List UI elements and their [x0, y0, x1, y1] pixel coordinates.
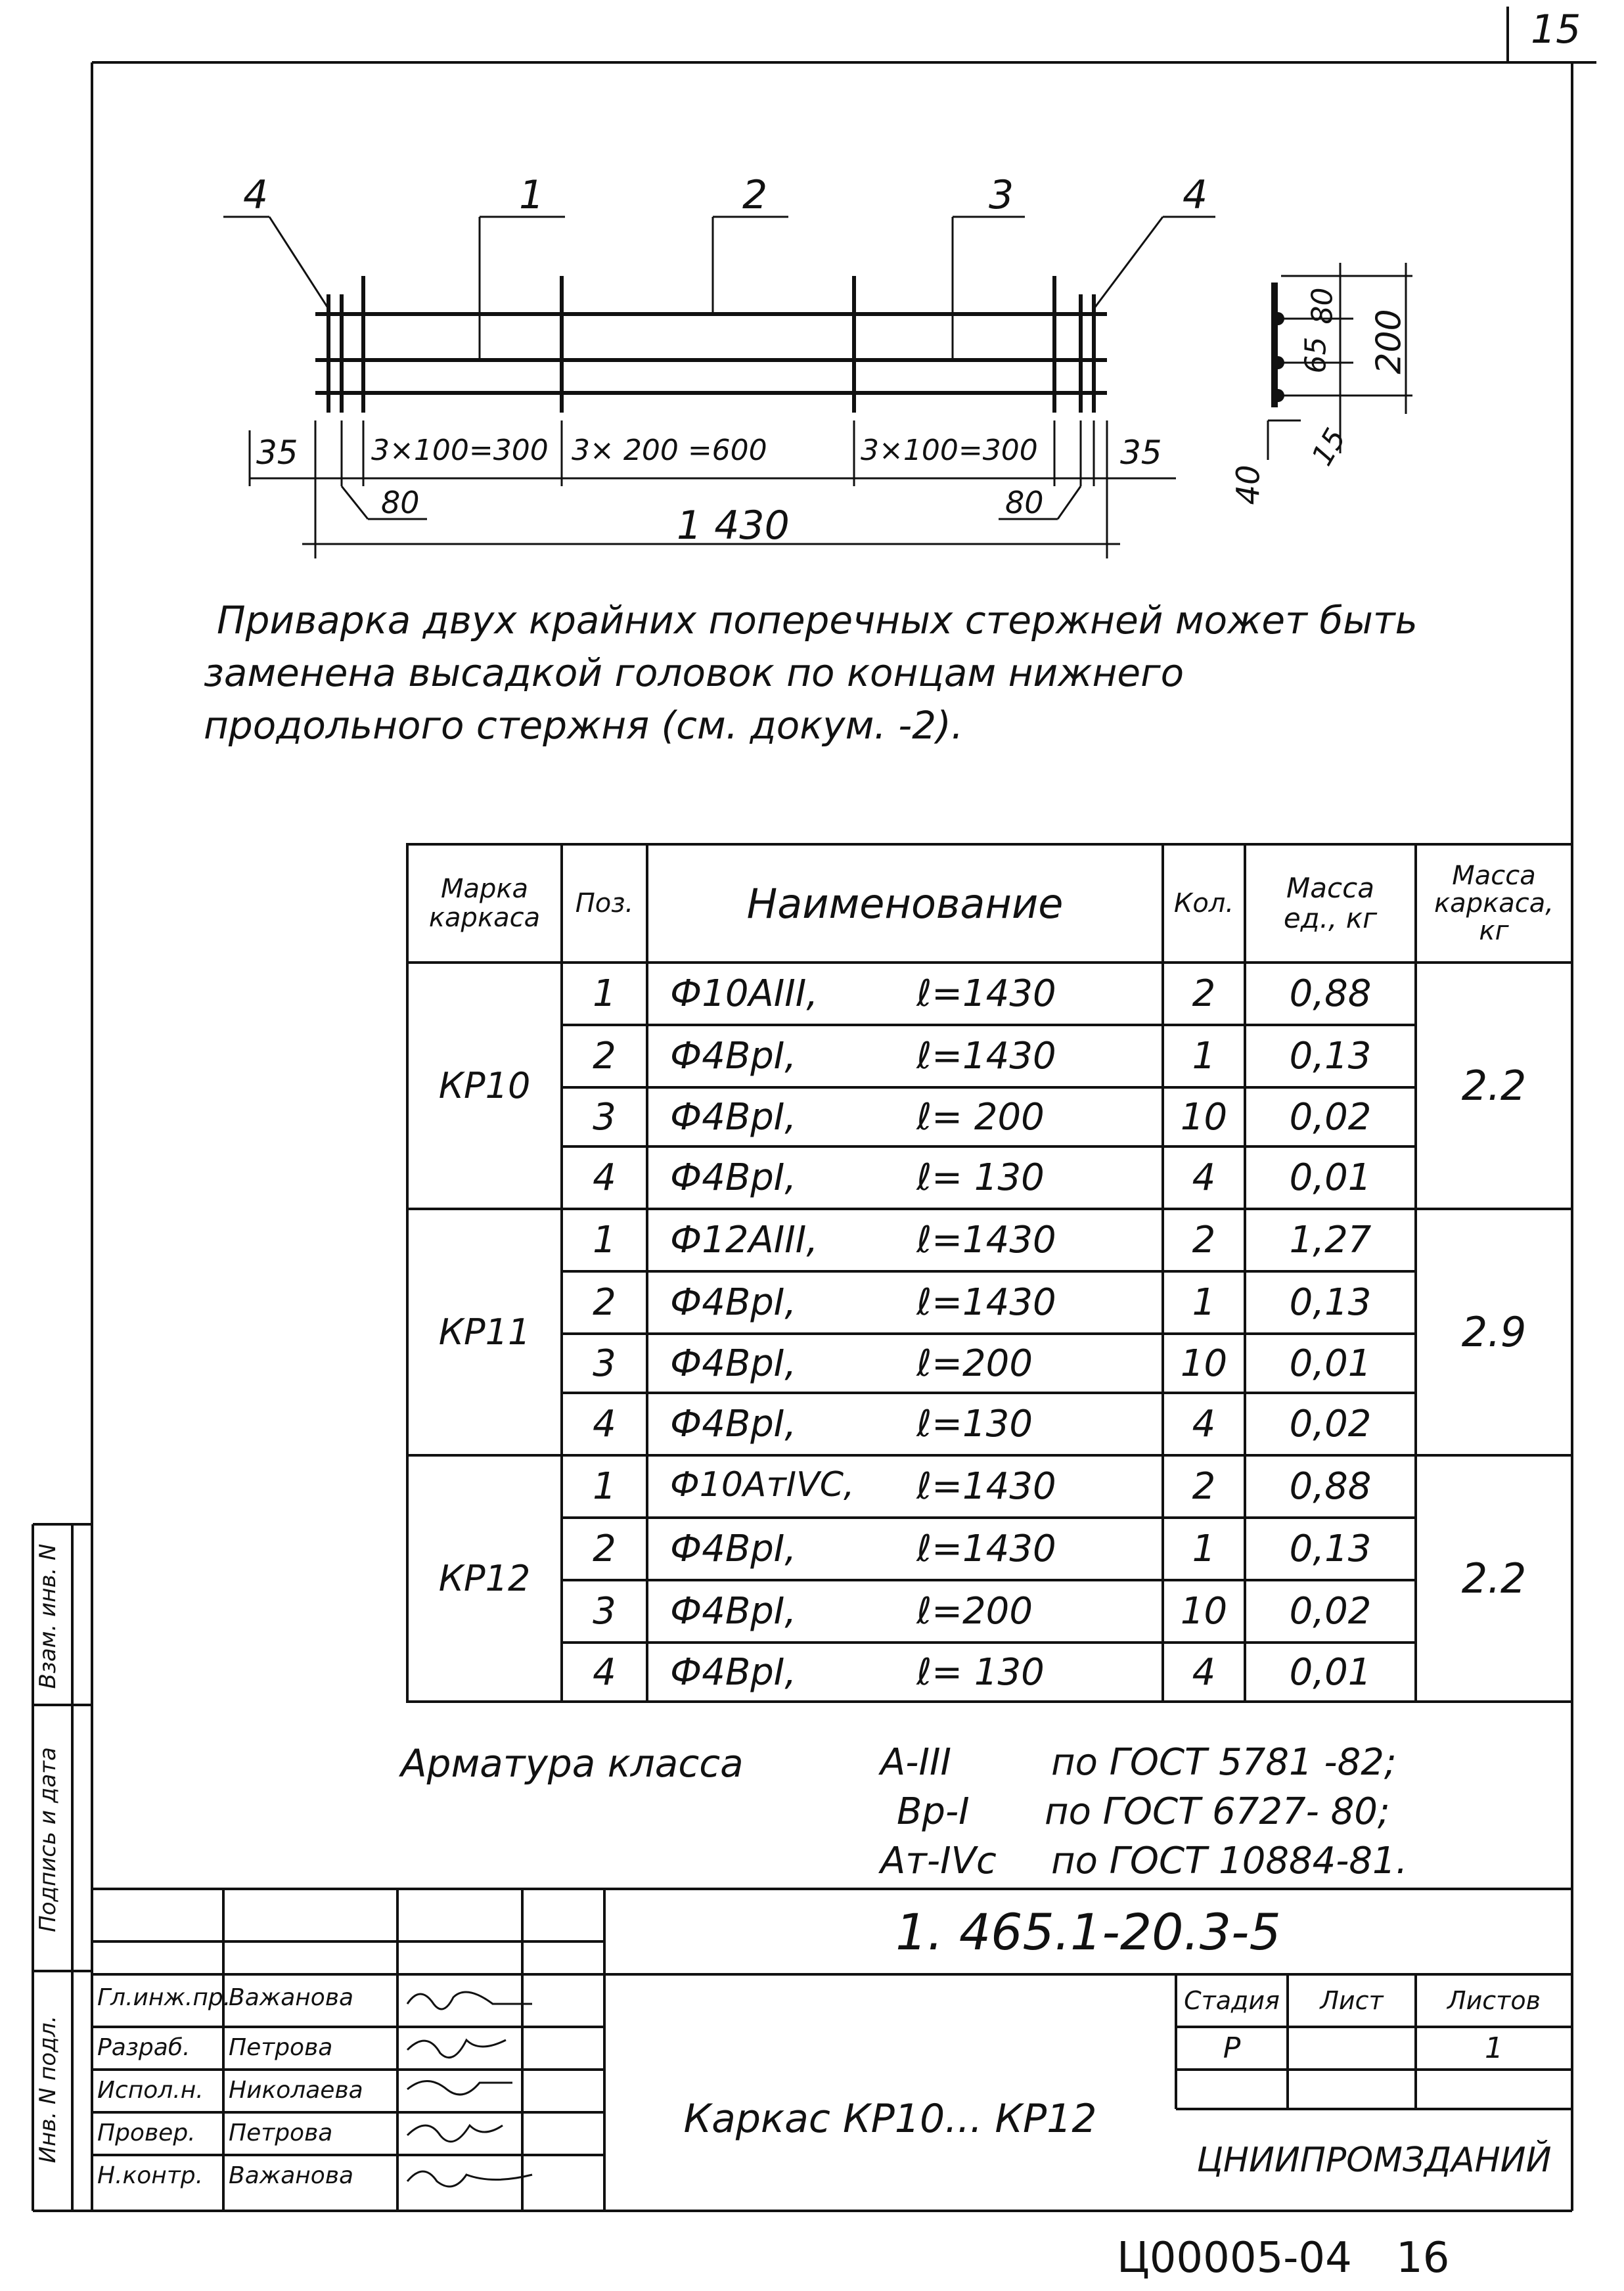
- sheets-value: 1: [1485, 2031, 1503, 2065]
- header-marka: [407, 844, 562, 963]
- armature-class: Вр-I: [897, 1790, 970, 1833]
- table-row-poz: 1: [593, 1465, 616, 1508]
- dim-35-left: 35: [256, 434, 298, 472]
- table-row-poz: 2: [593, 1035, 616, 1077]
- dim-35-right: 35: [1120, 434, 1162, 472]
- stage-label: Стадия: [1184, 1986, 1280, 2015]
- sheet-label: Лист: [1320, 1986, 1384, 2015]
- armature-standard: по ГОСТ 10884-81.: [1051, 1840, 1408, 1882]
- table-row-name: Ф4ВрI,: [670, 1096, 797, 1139]
- table-row-kol: 4: [1192, 1156, 1216, 1199]
- table-row-len: ℓ=1430: [916, 1035, 1056, 1077]
- table-row-kol: 10: [1180, 1590, 1228, 1633]
- table-row-mass: 0,88: [1289, 1465, 1372, 1508]
- doc-code: 1. 465.1-20.3-5: [895, 1902, 1281, 1961]
- table-row-name: Ф4ВрI,: [670, 1156, 797, 1199]
- group-total-kr10: 2.2: [1461, 1062, 1527, 1110]
- side-stamp-vzam-inv: Взам. инв. N: [35, 1543, 61, 1689]
- table-row-kol: 10: [1180, 1342, 1228, 1385]
- table-row-mass: 0,13: [1289, 1035, 1372, 1077]
- table-row-poz: 4: [593, 1650, 616, 1694]
- table-row-poz: 2: [593, 1281, 616, 1324]
- header-marka-line1: Марка: [440, 874, 529, 904]
- table-row-poz: 1: [593, 972, 616, 1015]
- table-row-len: ℓ=1430: [916, 1528, 1056, 1570]
- role-label: Гл.инж.пр.: [97, 1984, 231, 2011]
- table-row-kol: 1: [1192, 1281, 1216, 1324]
- table-row-len: ℓ=200: [916, 1590, 1033, 1633]
- role-label: Разраб.: [97, 2034, 191, 2061]
- header-poz: Поз.: [575, 888, 634, 919]
- group-total-kr12: 2.2: [1461, 1554, 1527, 1602]
- table-row-len: ℓ= 130: [916, 1651, 1045, 1694]
- table-row-mass: 0,02: [1289, 1095, 1372, 1139]
- callout-3: 3: [989, 172, 1014, 218]
- table-row-name: Ф4ВрI,: [670, 1590, 797, 1633]
- table-row-poz: 3: [593, 1095, 616, 1139]
- section-dim-15: 15: [1305, 422, 1353, 472]
- table-row-poz: 3: [593, 1342, 616, 1385]
- role-name: Важанова: [229, 1984, 354, 2011]
- armature-class: А-III: [880, 1741, 952, 1784]
- role-name: Петрова: [229, 2120, 333, 2146]
- table-row-len: ℓ=130: [916, 1403, 1033, 1445]
- table-row-name: Ф4ВрI,: [670, 1035, 797, 1077]
- table-row-kol: 2: [1192, 1219, 1216, 1261]
- table-row-mass: 0,88: [1289, 972, 1372, 1015]
- table-row-mass: 0,02: [1289, 1590, 1372, 1633]
- header-massa-karkasa-line1: Масса: [1452, 861, 1536, 891]
- note-line-2: заменена высадкой головок по концам нижнего: [204, 650, 1184, 695]
- table-row-name: Ф10АIII,: [670, 972, 819, 1015]
- header-massa-karkasa-line3: кг: [1479, 916, 1509, 946]
- table-row-kol: 2: [1192, 972, 1216, 1015]
- table-row-len: ℓ=1430: [916, 1219, 1056, 1261]
- callout-4-right: 4: [1183, 172, 1208, 218]
- sheets-label: Листов: [1447, 1986, 1541, 2015]
- table-row-mass: 0,01: [1289, 1342, 1372, 1385]
- role-label: Испол.н.: [97, 2077, 204, 2104]
- table-row-len: ℓ= 200: [916, 1096, 1045, 1139]
- cage-elevation: [315, 276, 1107, 413]
- role-label: Н.контр.: [97, 2162, 204, 2189]
- drawing-title: Каркас КР10... КР12: [683, 2096, 1097, 2142]
- organization: ЦНИИПРОМЗДАНИЙ: [1196, 2140, 1552, 2180]
- group-marka-kr11: КР11: [438, 1311, 531, 1353]
- callout-4-left: 4: [243, 172, 269, 218]
- armature-class: Ат-IVс: [880, 1840, 997, 1882]
- header-massa-ed-line1: Масса: [1286, 871, 1374, 904]
- table-row-poz: 1: [593, 1219, 616, 1261]
- note-line-3: продольного стержня (см. докум. -2).: [204, 703, 964, 748]
- header-massa-ed: [1245, 844, 1416, 963]
- stage-value: Р: [1223, 2031, 1241, 2065]
- dim-overall-length: 1 430: [677, 503, 790, 549]
- table-row-mass: 0,02: [1289, 1403, 1372, 1445]
- table-row-poz: 4: [593, 1403, 616, 1445]
- table-row-kol: 1: [1192, 1528, 1216, 1570]
- header-name: Наименование: [746, 879, 1064, 928]
- dim-3x100-left: 3×100=300: [371, 434, 549, 467]
- table-row-kol: 1: [1192, 1035, 1216, 1077]
- table-row-name: Ф4ВрI,: [670, 1651, 797, 1694]
- armature-standard: по ГОСТ 5781 -82;: [1051, 1741, 1397, 1784]
- role-name: Николаева: [229, 2077, 363, 2104]
- role-label: Провер.: [97, 2120, 196, 2146]
- dim-3x100-right: 3×100=300: [861, 434, 1038, 467]
- header-massa-ed-line2: ед., кг: [1283, 902, 1378, 934]
- side-stamp-inv-podl: Инв. N подл.: [35, 2015, 61, 2164]
- header-massa-karkasa-line2: каркаса,: [1434, 888, 1554, 919]
- armature-label: Арматура класса: [401, 1741, 744, 1786]
- role-name: Важанова: [229, 2162, 354, 2189]
- table-row-poz: 4: [593, 1156, 616, 1199]
- callout-leaders: [223, 217, 1215, 360]
- table-row-len: ℓ=1430: [916, 1281, 1056, 1324]
- table-row-poz: 2: [593, 1528, 616, 1570]
- callout-1: 1: [519, 172, 545, 218]
- table-row-name: Ф4ВрI,: [670, 1281, 797, 1324]
- table-row-name: Ф10АтIVС,: [670, 1465, 855, 1505]
- side-stamp-signature-date: Подпись и дата: [35, 1747, 61, 1932]
- dim-80-right: 80: [1005, 485, 1044, 520]
- table-row-mass: 0,01: [1289, 1650, 1372, 1694]
- header-marka-line2: каркаса: [428, 903, 541, 933]
- section-dim-65: 65: [1299, 336, 1333, 374]
- page-number: 16: [1396, 2234, 1450, 2282]
- table-row-len: ℓ=1430: [916, 1465, 1056, 1508]
- table-row-kol: 4: [1192, 1650, 1216, 1694]
- armature-standard: по ГОСТ 6727- 80;: [1045, 1790, 1390, 1833]
- group-marka-kr10: КР10: [438, 1065, 531, 1106]
- archive-code: Ц00005-04: [1117, 2234, 1352, 2282]
- table-row-kol: 2: [1192, 1465, 1216, 1508]
- table-row-len: ℓ= 130: [916, 1156, 1045, 1199]
- header-kol: Кол.: [1173, 888, 1234, 919]
- group-total-kr11: 2.9: [1461, 1308, 1527, 1356]
- dim-80-left: 80: [381, 485, 420, 520]
- table-row-len: ℓ=1430: [916, 972, 1056, 1015]
- section-dim-40: 40: [1230, 465, 1267, 505]
- header-massa-karkasa: [1416, 844, 1572, 963]
- table-row-mass: 0,13: [1289, 1281, 1372, 1324]
- table-row-name: Ф4ВрI,: [670, 1528, 797, 1570]
- section-dim-200: 200: [1369, 309, 1409, 374]
- table-row-mass: 0,01: [1289, 1156, 1372, 1199]
- sheet-number: 15: [1531, 7, 1581, 53]
- table-row-kol: 4: [1192, 1403, 1216, 1445]
- table-row-name: Ф4ВрI,: [670, 1342, 797, 1385]
- role-name: Петрова: [229, 2034, 333, 2061]
- section-dim-80: 80: [1305, 287, 1340, 325]
- table-row-name: Ф4ВрI,: [670, 1403, 797, 1445]
- table-row-poz: 3: [593, 1590, 616, 1633]
- table-row-mass: 0,13: [1289, 1528, 1372, 1570]
- table-row-mass: 1,27: [1289, 1219, 1372, 1261]
- table-row-name: Ф12АIII,: [670, 1219, 819, 1261]
- table-row-kol: 10: [1180, 1095, 1228, 1139]
- group-marka-kr12: КР12: [438, 1558, 531, 1599]
- callout-2: 2: [742, 172, 768, 218]
- table-row-len: ℓ=200: [916, 1342, 1033, 1385]
- note-line-1: Приварка двух крайних поперечных стержней может быть: [217, 598, 1418, 643]
- dim-3x200: 3× 200 =600: [572, 434, 767, 467]
